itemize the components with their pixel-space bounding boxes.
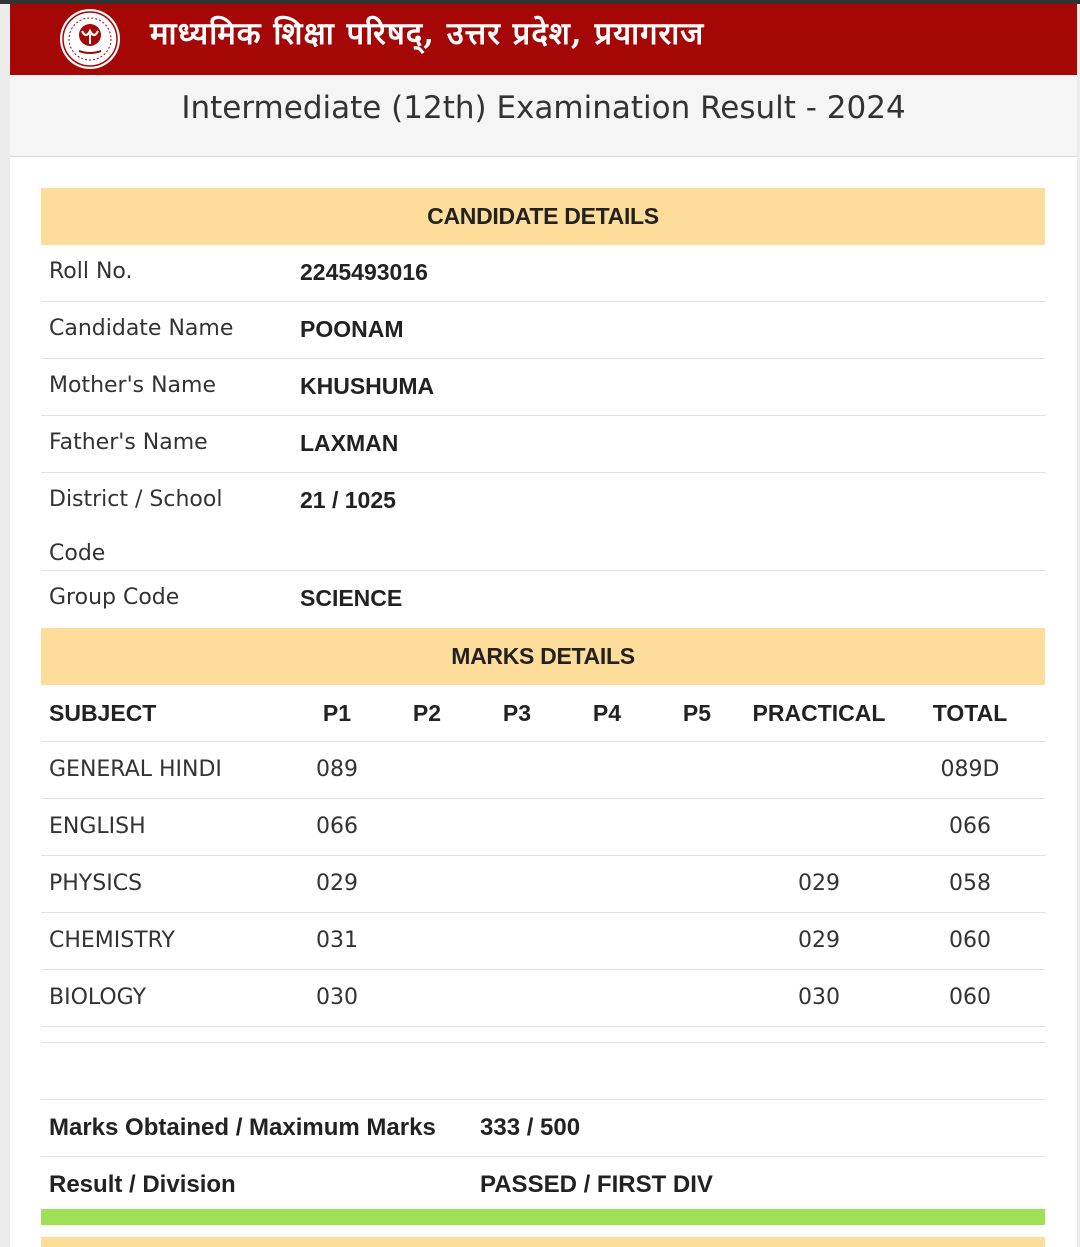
p1-mark: 089 — [316, 757, 358, 782]
p1-mark: 066 — [316, 814, 358, 839]
marks-details-heading: MARKS DETAILS — [41, 628, 1045, 685]
detail-label: Roll No. — [49, 259, 133, 284]
total-mark: 060 — [949, 928, 991, 953]
marks-summary-row — [41, 1100, 1045, 1157]
detail-label: Candidate Name — [49, 316, 234, 341]
subject-name: ENGLISH — [49, 814, 146, 839]
result-page — [10, 4, 1077, 1247]
practical-mark: 029 — [798, 928, 840, 953]
table-row — [41, 913, 1045, 970]
detail-value: 2245493016 — [300, 259, 428, 285]
p1-mark: 030 — [316, 985, 358, 1010]
up-board-seal-icon — [51, 7, 129, 71]
marks-header-row — [41, 685, 1045, 742]
p1-mark: 031 — [316, 928, 358, 953]
col-header-total: TOTAL — [932, 700, 1008, 726]
total-mark: 060 — [949, 985, 991, 1010]
result-division-row — [41, 1157, 1045, 1214]
subject-name: CHEMISTRY — [49, 928, 175, 953]
table-row — [41, 799, 1045, 856]
detail-row-mother-name — [41, 359, 1045, 416]
col-header-p5: P5 — [682, 700, 712, 726]
detail-value: SCIENCE — [300, 585, 403, 611]
detail-value: POONAM — [300, 316, 404, 342]
table-row — [41, 970, 1045, 1027]
marks-obtained-label: Marks Obtained / Maximum Marks — [49, 1114, 436, 1141]
subject-name: BIOLOGY — [49, 985, 147, 1010]
col-header-p4: P4 — [592, 700, 622, 726]
total-mark: 089D — [940, 757, 1000, 782]
detail-value: 21 / 1025 — [300, 487, 396, 513]
candidate-details-heading: CANDIDATE DETAILS — [41, 188, 1045, 245]
detail-label: Mother's Name — [49, 373, 216, 398]
subject-name: GENERAL HINDI — [49, 757, 222, 782]
detail-label: Group Code — [49, 585, 180, 610]
table-spacer-row — [41, 1027, 1045, 1043]
detail-value: KHUSHUMA — [300, 373, 435, 399]
col-header-p2: P2 — [412, 700, 442, 726]
practical-mark: 030 — [798, 985, 840, 1010]
detail-row-candidate-name — [41, 302, 1045, 359]
col-header-subject: SUBJECT — [49, 700, 157, 726]
detail-value: LAXMAN — [300, 430, 399, 456]
result-division-value: PASSED / FIRST DIV — [480, 1171, 713, 1198]
practical-mark: 029 — [798, 871, 840, 896]
col-header-practical: PRACTICAL — [752, 700, 886, 726]
exam-title: Intermediate (12th) Examination Result - 2024 — [10, 75, 1077, 157]
subject-name: PHYSICS — [49, 871, 143, 896]
table-row — [41, 856, 1045, 913]
marks-obtained-value: 333 / 500 — [480, 1114, 581, 1141]
result-status-bar — [41, 1209, 1045, 1225]
detail-label: Father's Name — [49, 430, 208, 455]
col-header-p3: P3 — [502, 700, 532, 726]
result-division-label: Result / Division — [49, 1171, 236, 1198]
board-header — [10, 4, 1077, 75]
detail-row-district-school — [41, 473, 1045, 571]
board-title: माध्यमिक शिक्षा परिषद्, उत्तर प्रदेश, प्रयागराज — [150, 16, 705, 52]
total-mark: 058 — [949, 871, 991, 896]
detail-row-roll-no — [41, 245, 1045, 302]
table-spacer-row — [41, 1043, 1045, 1100]
detail-label: District / School Code — [49, 487, 223, 566]
col-header-p1: P1 — [322, 700, 352, 726]
table-row — [41, 742, 1045, 799]
detail-row-father-name — [41, 416, 1045, 473]
p1-mark: 029 — [316, 871, 358, 896]
footer-section-bar — [41, 1237, 1045, 1247]
total-mark: 066 — [949, 814, 991, 839]
detail-row-group-code — [41, 571, 1045, 628]
